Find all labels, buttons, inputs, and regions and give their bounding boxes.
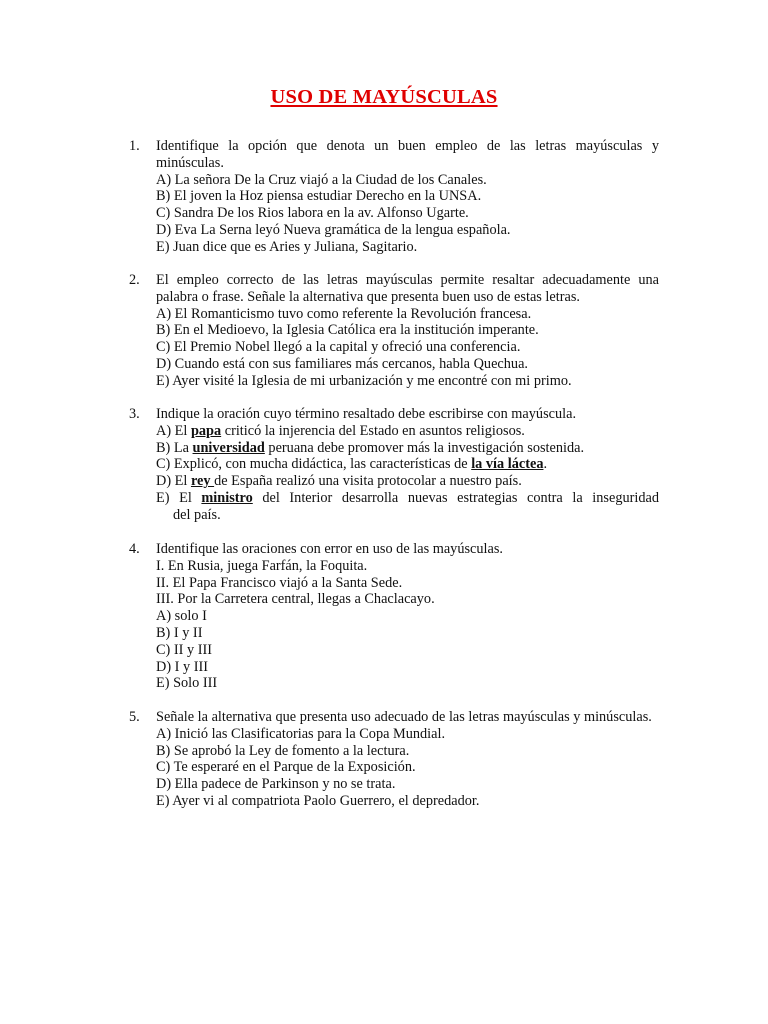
option-b: B) El joven la Hoz piensa estudiar Derecho en la UNSA. <box>156 188 482 205</box>
question-stem: El empleo correcto de las letras mayúsculas permite resaltar adecuadamente una palabra o frase. Señale la alternativa que presenta buen uso de estas letras. <box>156 272 659 305</box>
option-d <box>156 473 659 490</box>
question-number: 4. <box>129 541 140 557</box>
highlighted-term: la vía láctea <box>471 456 544 473</box>
question-2 <box>129 272 659 390</box>
option-b: B) En el Medioevo, la Iglesia Católica era la institución imperante. <box>156 322 539 339</box>
option-e-continuation: del país. <box>173 506 221 523</box>
option-d: D) Cuando está con sus familiares más cercanos, habla Quechua. <box>156 355 528 372</box>
option-c: C) Te esperaré en el Parque de la Exposición. <box>156 759 416 776</box>
statement-i: I. En Rusia, juega Farfán, la Foquita. <box>156 557 368 574</box>
highlighted-term: rey <box>190 473 215 490</box>
option-a: A) El Romanticismo tuvo como referente la Revolución francesa. <box>156 305 532 322</box>
option-b: B) I y II <box>156 624 203 641</box>
option-c <box>156 456 659 473</box>
question-stem: Señale la alternativa que presenta uso adecuado de las letras mayúsculas y minúsculas. <box>156 709 652 725</box>
option-suffix: . <box>543 456 548 473</box>
question-3 <box>129 406 659 524</box>
question-body <box>156 272 659 390</box>
option-c: C) Sandra De los Rios labora en la av. Alfonso Ugarte. <box>156 205 469 222</box>
option-b <box>156 440 659 457</box>
question-number: 2. <box>129 272 140 288</box>
statement-iii: III. Por la Carretera central, llegas a Chaclacayo. <box>156 591 435 608</box>
highlighted-term: ministro <box>201 489 253 506</box>
option-e: E) Ayer visité la Iglesia de mi urbanización y me encontré con mi primo. <box>156 372 572 389</box>
option-prefix: A) El <box>156 422 191 439</box>
question-stem: Identifique la opción que denota un buen empleo de las letras mayúsculas y minúsculas. <box>156 138 659 171</box>
option-d: D) I y III <box>156 658 209 675</box>
statement-ii: II. El Papa Francisco viajó a la Santa Sede. <box>156 574 403 591</box>
question-stem: Identifique las oraciones con error en uso de las mayúsculas. <box>156 541 503 557</box>
option-e: E) Juan dice que es Aries y Juliana, Sagitario. <box>156 238 418 255</box>
option-prefix: C) Explicó, con mucha didáctica, las características de <box>156 456 472 473</box>
option-a <box>156 423 659 440</box>
option-a: A) solo I <box>156 608 207 625</box>
option-suffix: criticó la injerencia del Estado en asuntos religiosos. <box>221 422 525 439</box>
question-body <box>156 406 659 524</box>
option-d: D) Ella padece de Parkinson y no se trata. <box>156 776 396 793</box>
question-number: 5. <box>129 709 140 725</box>
option-suffix: de España realizó una visita protocolar a nuestro país. <box>214 473 522 490</box>
option-prefix: B) La <box>156 439 193 456</box>
option-b: B) Se aprobó la Ley de fomento a la lectura. <box>156 742 410 759</box>
option-prefix: E) El <box>156 489 202 506</box>
highlighted-term: universidad <box>192 439 265 456</box>
option-e: E) Solo III <box>156 675 218 692</box>
option-e: E) Ayer vi al compatriota Paolo Guerrero, el depredador. <box>156 792 480 809</box>
option-suffix: peruana debe promover más la investigación sostenida. <box>264 439 585 456</box>
page-title: USO DE MAYÚSCULAS <box>270 86 498 108</box>
question-stem: Indique la oración cuyo término resaltado debe escribirse con mayúscula. <box>156 406 577 422</box>
option-e <box>156 490 659 507</box>
question-1 <box>129 138 659 256</box>
option-d: D) Eva La Serna leyó Nueva gramática de la lengua española. <box>156 221 511 238</box>
question-body <box>156 138 659 256</box>
option-a: A) La señora De la Cruz viajó a la Ciudad de los Canales. <box>156 171 487 188</box>
question-body <box>156 541 659 692</box>
question-body <box>156 709 659 810</box>
option-prefix: D) El <box>156 473 191 490</box>
option-c: C) II y III <box>156 641 212 658</box>
question-4 <box>129 541 659 692</box>
highlighted-term: papa <box>190 422 222 439</box>
option-a: A) Inició las Clasificatorias para la Copa Mundial. <box>156 725 446 742</box>
question-number: 1. <box>129 138 140 154</box>
option-suffix: del Interior desarrolla nuevas estrategias contra la inseguridad <box>252 489 659 506</box>
option-c: C) El Premio Nobel llegó a la capital y ofreció una conferencia. <box>156 339 521 356</box>
question-5 <box>129 709 659 810</box>
question-number: 3. <box>129 406 140 422</box>
